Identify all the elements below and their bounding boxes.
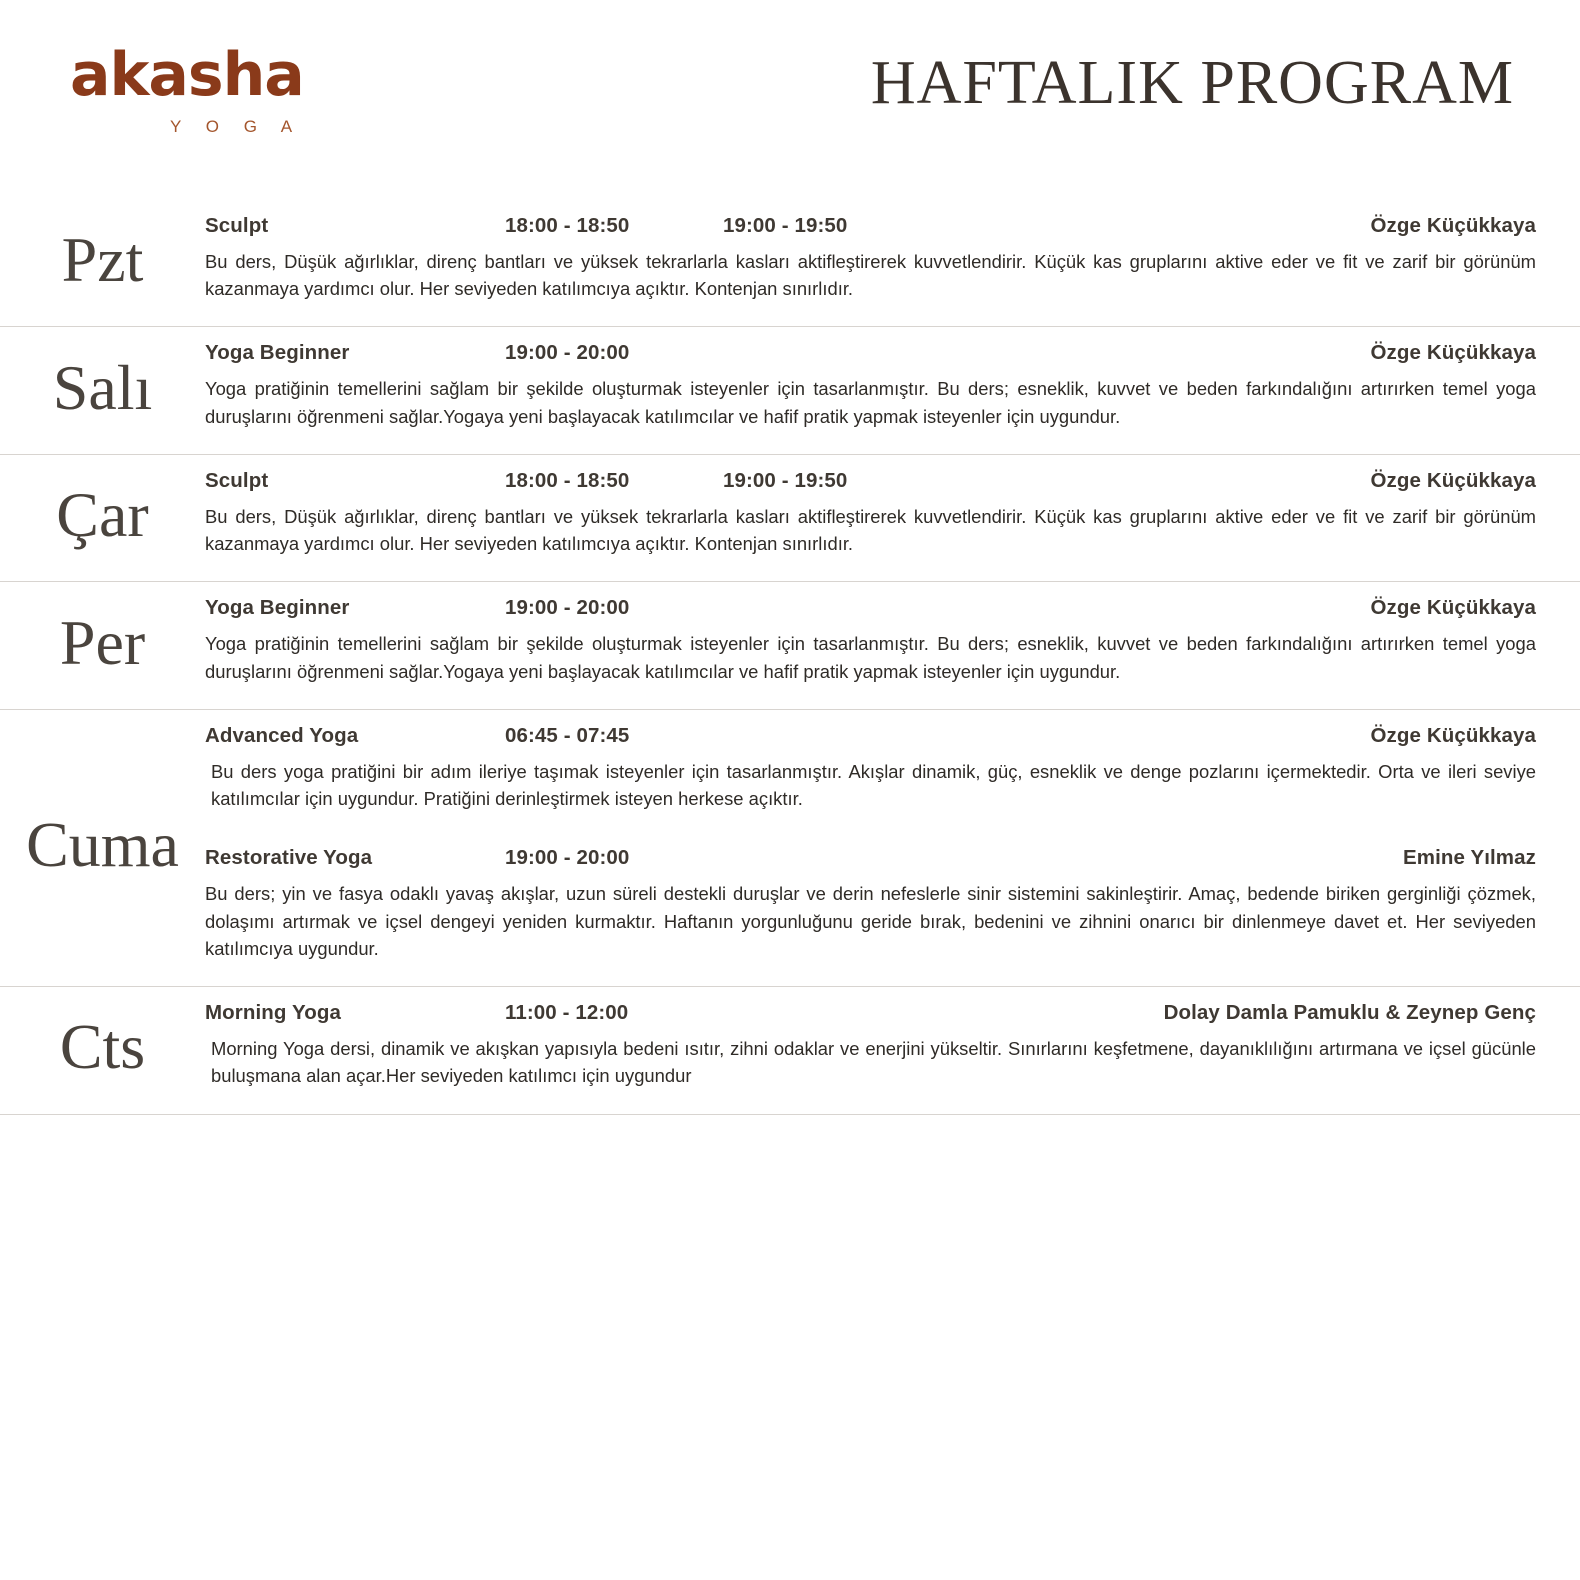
class-name: Restorative Yoga bbox=[205, 846, 373, 870]
class-name: Yoga Beginner bbox=[205, 341, 350, 365]
class-description: Bu ders yoga pratiğini bir adım ileriye taşımak isteyenler için tasarlanmıştır. Akışlar dinamik, güç, esneklik ve denge pozlarını içermektedir. Orta ve ileri seviye katılımcılar için uygundur. Pratiğini derinleştirmek isteyen herkese açıktır. bbox=[211, 760, 1536, 810]
day-content bbox=[205, 582, 1580, 708]
class-description: Bu ders, Düşük ağırlıklar, direnç bantları ve yüksek tekrarlarla kasları aktifleştirerek kuvvetlendirir. Küçük kas gruplarını aktive eder ve fit ve zarif bir görünüm kazanmaya yardımcı olur. Her seviyeden katılımcıya açıktır. Kontenjan sınırlıdır. bbox=[205, 251, 1536, 300]
class-instructor: Özge Küçükkaya bbox=[1370, 341, 1536, 365]
class-block[interactable] bbox=[205, 341, 1536, 429]
class-time-primary: 19:00 - 20:00 bbox=[505, 341, 630, 365]
day-label: Çar bbox=[56, 479, 149, 551]
class-block[interactable] bbox=[205, 846, 1536, 962]
page-title: HAFTALIK PROGRAM bbox=[870, 49, 1514, 117]
schedule-day-row bbox=[0, 986, 1580, 1114]
schedule-day-row bbox=[0, 454, 1580, 581]
class-block[interactable] bbox=[205, 1001, 1536, 1089]
class-time-secondary: 19:00 - 19:50 bbox=[723, 468, 848, 492]
class-time-primary: 18:00 - 18:50 bbox=[505, 468, 630, 492]
schedule-day-row bbox=[0, 326, 1580, 453]
class-time-secondary: 19:00 - 19:50 bbox=[723, 214, 848, 237]
day-content bbox=[205, 327, 1580, 453]
class-description: Morning Yoga dersi, dinamik ve akışkan yapısıyla bedeni ısıtır, zihni odaklar ve enerjini yükseltir. Sınırlarını keşfetmene, dayanıklılığını artırmana ve içsel gücünle buluşmana alan açar.Her seviyeden katılımcı için uygundur bbox=[211, 1038, 1536, 1087]
class-header bbox=[205, 846, 1536, 870]
class-block[interactable] bbox=[205, 469, 1536, 557]
schedule-day-row bbox=[0, 581, 1580, 708]
class-time-primary: 11:00 - 12:00 bbox=[505, 1001, 629, 1025]
class-block[interactable] bbox=[205, 596, 1536, 684]
class-name: Morning Yoga bbox=[205, 1001, 341, 1025]
day-label: Cuma bbox=[26, 808, 179, 880]
day-label: Salı bbox=[52, 351, 153, 423]
brand-logo-subtitle: Y O G A bbox=[170, 117, 303, 136]
class-description: Bu ders, Düşük ağırlıklar, direnç bantları ve yüksek tekrarlarla kasları aktifleştirerek kuvvetlendirir. Küçük kas gruplarını aktive eder ve fit ve zarif bir görünüm kazanmaya yardımcı olur. Her seviyeden katılımcıya açıktır. Kontenjan sınırlıdır. bbox=[205, 505, 1536, 555]
day-content bbox=[205, 987, 1580, 1113]
class-block[interactable] bbox=[205, 724, 1536, 812]
class-instructor: Emine Yılmaz bbox=[1403, 846, 1536, 870]
class-block[interactable] bbox=[205, 214, 1536, 302]
class-instructor: Özge Küçükkaya bbox=[1370, 214, 1536, 237]
class-header bbox=[205, 469, 1536, 493]
class-header bbox=[205, 1001, 1536, 1025]
day-label: Pzt bbox=[61, 224, 144, 296]
day-content bbox=[205, 455, 1580, 581]
schedule-day-row bbox=[0, 200, 1580, 326]
class-name: Sculpt bbox=[205, 468, 269, 492]
class-header bbox=[205, 341, 1536, 365]
class-instructor: Dolay Damla Pamuklu & Zeynep Genç bbox=[1163, 1001, 1536, 1025]
class-header bbox=[205, 724, 1536, 748]
class-time-primary: 18:00 - 18:50 bbox=[505, 214, 630, 237]
class-name: Sculpt bbox=[205, 214, 269, 237]
day-label: Cts bbox=[59, 1011, 146, 1083]
schedule-table bbox=[0, 200, 1580, 1115]
class-instructor: Özge Küçükkaya bbox=[1370, 723, 1536, 747]
schedule-day-row bbox=[0, 709, 1580, 986]
class-description: Yoga pratiğinin temellerini sağlam bir şekilde oluşturmak isteyenler için tasarlanmıştır. Bu ders; esneklik, kuvvet ve beden farkındalığını artırırken temel yoga duruşlarını öğrenmeni sağlar.Yogaya yeni başlayacak katılımcılar ve hafif pratik yapmak isteyenler için uygundur. bbox=[205, 633, 1536, 682]
brand-logo-word: akasha bbox=[70, 40, 304, 110]
day-label: Per bbox=[59, 606, 146, 678]
class-time-primary: 06:45 - 07:45 bbox=[505, 723, 630, 747]
page-header bbox=[0, 0, 1580, 200]
day-content bbox=[205, 200, 1580, 326]
class-instructor: Özge Küçükkaya bbox=[1370, 596, 1536, 620]
class-name: Yoga Beginner bbox=[205, 596, 350, 620]
class-description: Yoga pratiğinin temellerini sağlam bir şekilde oluşturmak isteyenler için tasarlanmıştır. Bu ders; esneklik, kuvvet ve beden farkındalığını artırırken temel yoga duruşlarını öğrenmeni sağlar.Yogaya yeni başlayacak katılımcılar ve hafif pratik yapmak isteyenler için uygundur. bbox=[205, 378, 1536, 427]
day-content bbox=[205, 710, 1580, 986]
class-description: Bu ders; yin ve fasya odaklı yavaş akışlar, uzun süreli destekli duruşlar ve derin nefeslerle sinir sistemini sakinleştirir. Amaç, bedende biriken gerginliği çözmek, dolaşımı artırmak ve içsel dengeyi yeniden kurmaktır. Haftanın yorgunluğunu geride bırak, bedenini ve zihnini onarıcı bir dinlenmeye davet et. Her seviyeden katılımcıya uygundur. bbox=[205, 883, 1536, 959]
brand-logo bbox=[70, 40, 304, 137]
class-instructor: Özge Küçükkaya bbox=[1370, 468, 1536, 492]
class-header bbox=[205, 596, 1536, 620]
class-name: Advanced Yoga bbox=[205, 723, 359, 747]
class-header bbox=[205, 214, 1536, 238]
class-time-primary: 19:00 - 20:00 bbox=[505, 596, 630, 620]
class-time-primary: 19:00 - 20:00 bbox=[505, 846, 630, 870]
